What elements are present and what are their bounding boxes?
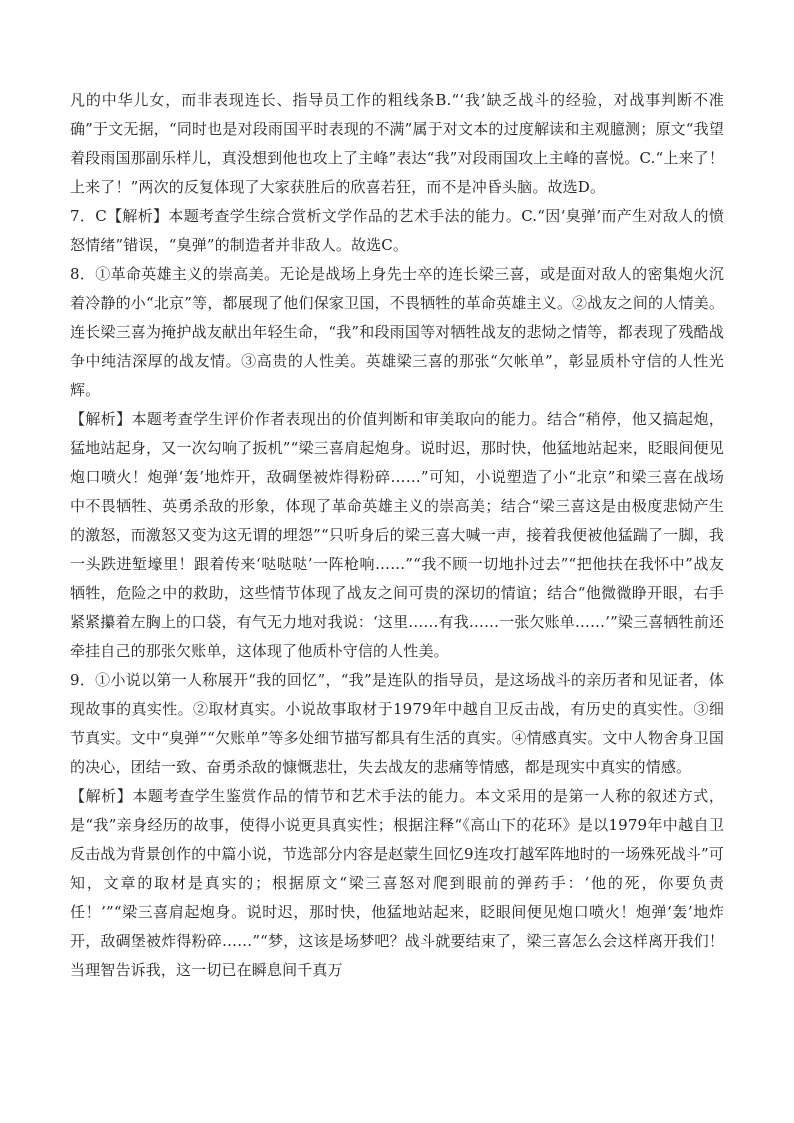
document-page [70, 86, 724, 985]
paragraph-answer-6-continued: 凡的中华儿女，而非表现连长、指导员工作的粗线条B.“‘我’缺乏战斗的经验，对战事判断不准确”于文无据，“同时也是对段雨国平时表现的不满”属于对文本的过度解读和主观臆测；原文“我望着段雨国那副乐样儿，真没想到他也攻上了主峰”表达“我”对段雨国攻上主峰的喜悦。C.“上来了！上来了！”两次的反复体现了大家获胜后的欣喜若狂，而不是冲昏头脑。故选D。 [70, 91, 724, 196]
paragraph-answer-7: 7．C【解析】本题考查学生综合赏析文学作品的艺术手法的能力。C.“因‘臭弹’而产生对敌人的愤怒情绪”错误，“臭弹”的制造者并非敌人。故选C。 [70, 207, 724, 254]
paragraph-answer-8: 8．①革命英雄主义的崇高美。无论是战场上身先士卒的连长梁三喜，或是面对敌人的密集炮火沉着冷静的小“北京”等，都展现了他们保家卫国，不畏牺牲的革命英雄主义。②战友之间的人情美。连长梁三喜为掩护战友献出年轻生命，“我”和段雨国等对牺牲战友的悲恸之情等，都表现了残酷战争中纯洁深厚的战友情。③高贵的人性美。英雄梁三喜的那张“欠帐单”，彰显质朴守信的人性光辉。 [70, 265, 724, 399]
paragraph-analysis-8: 【解析】本题考查学生评价作者表现出的价值判断和审美取向的能力。结合“稍停，他又搞起炮，猛地站起身，又一次勾响了扳机”“梁三喜肩起炮身。说时迟，那时快，他猛地站起来，眨眼间便见炮口喷火！炮弹‘轰’地炸开，敌碉堡被炸得粉碎……”可知，小说塑造了小“北京”和梁三喜在战场中不畏牺牲、英勇杀敌的形象，体现了革命英雄主义的崇高美；结合“梁三喜这是由极度悲恸产生的激怒，而激怒又变为这无谓的埋怨”“只听身后的梁三喜大喊一声，接着我便被他猛踹了一脚，我一头跌进堑壕里！跟着传来‘哒哒哒’一阵枪响……”“我不顾一切地扑过去”“把他扶在我怀中”战友牺牲，危险之中的救助，这些情节体现了战友之间可贵的深切的情谊；结合“他微微睁开眼，右手紧紧攥着左胸上的口袋，有气无力地对我说：‘这里……有我……一张欠账单……’”梁三喜牺牲前还牵挂自己的那张欠账单，这体现了他质朴守信的人性美。 [70, 410, 724, 660]
paragraph-answer-9: 9．①小说以第一人称展开“我的回忆”，“我”是连队的指导员，是这场战斗的亲历者和见证者，体现故事的真实性。②取材真实。小说故事取材于1979年中越自卫反击战，有历史的真实性。③细节真实。文中“臭弹”“欠账单”等多处细节描写都具有生活的真实。④情感真实。文中人物舍身卫国的决心，团结一致、奋勇杀敌的慷慨悲壮，失去战友的悲痛等情感，都是现实中真实的情感。 [70, 671, 724, 776]
paragraph-analysis-9: 【解析】本题考查学生鉴赏作品的情节和艺术手法的能力。本文采用的是第一人称的叙述方式，是“我”亲身经历的故事，使得小说更具真实性；根据注释“《高山下的花环》是以1979年中越自卫反击战为背景创作的中篇小说，节选部分内容是赵蒙生回忆9连攻打越军阵地时的一场殊死战斗”可知，文章的取材是真实的；根据原文“梁三喜怒对爬到眼前的弹药手：‘他的死，你要负责任！’”“梁三喜肩起炮身。说时迟，那时快，他猛地站起来，眨眼间便见炮口喷火！炮弹‘轰’地炸开，敌碉堡被炸得粉碎……”“梦，这该是场梦吧？战斗就要结束了，梁三喜怎么会这样离开我们！当理智告诉我，这一切已在瞬息间千真万 [70, 787, 724, 979]
